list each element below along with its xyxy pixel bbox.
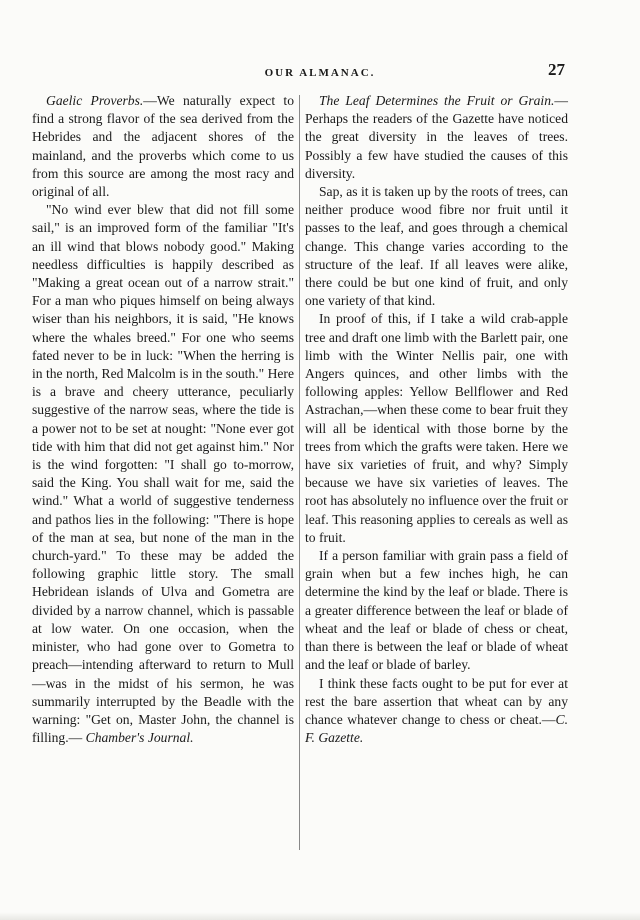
gaelic-proverbs-body (32, 201, 294, 747)
paragraph-sap: Sap, as it is taken up by the roots of trees, can neither produce wood fibre nor fruit until it passes to the leaf, and goes through a chemical change. This change varies according to the structure of the leaf. If all leaves were alike, there could be but one kind of fruit, and only one variety of that kind. (305, 184, 568, 309)
source-credit: Chamber's Journal. (85, 730, 194, 746)
running-title: OUR ALMANAC. (264, 67, 376, 79)
intro-text: —Perhaps the readers of the Gazette have noticed the great diversity in the leaves of trees. Possibly a few have studied the causes of this diversity. (305, 93, 568, 181)
page-number: 27 (548, 60, 565, 79)
paragraph-conclusion (305, 675, 568, 748)
source-credit: C. F. Gazette. (305, 711, 568, 746)
conclusion-text: I think these facts ought to be put for ever at rest the bare assertion that wheat can by any chance whatever change to chess or cheat.— (305, 675, 568, 727)
body-text: "No wind ever blew that did not fill some sail," is an improved form of the familiar "It's an ill wind that blows nobody good." Making needless difficulties is happily described as "Making a great ocean out of a narrow strait." For a man who piques himself on being always wiser than his neighbors, it is said, "He knows where the whales breed." For one who seems fated never to be in luck: "When the herring is in the north, Red Malcolm is in the south." Here is a brave and cheery utterance, peculiarly suggestive of the narrow seas, where the tide is a power not to be set at nought: "None ever got tide with him that did not get against him." Nor is the wind forgotten: "I shall go to-morrow, said the King. You shall wait for me, said the wind." What a world of suggestive tenderness and pathos lies in the following: "There is hope of the man at sea, but none of the man in the church-yard." To these may be added the following graphic little story. The small Hebridean islands of Ulva and Gometra are divided by a narrow channel, which is passable at low water. On one occasion, when the minister, who had gone over to Gometra to preach—intending afterward to return to Mull—was in the midst of his sermon, he was summarily interrupted by the Beadle with the warning: "Get on, Master John, the channel is filling.— (32, 202, 294, 746)
left-column (32, 92, 294, 747)
paragraph-grain: If a person familiar with grain pass a field of grain when but a few inches high, he can determine the kind by the leaf or blade. There is a greater difference between the leaf or blade of wheat and the leaf or blade of chess or cheat, than there is between the leaf or blade of wheat and the leaf or blade of barley. (305, 548, 568, 673)
column-divider (299, 95, 300, 850)
section-title-gaelic-proverbs: Gaelic Proverbs. (46, 93, 144, 108)
paragraph-proof: In proof of this, if I take a wild crab-apple tree and draft one limb with the Barlett pair, one limb with the Winter Nellis pair, one with Angers quinces, and other limbs with the following apples: Yellow Bellflower and Red Astrachan,—when these come to bear fruit they will all be identical with those borne by the trees from which the grafts were taken. Here we have six varieties of fruit, and why? Simply because we have six varieties of leaves. The root has absolutely no influence over the fruit or leaf. This reasoning applies to cereals as well as to fruit. (305, 311, 568, 545)
page-bottom-edge (0, 912, 640, 920)
right-column (305, 92, 568, 747)
leaf-article-intro (305, 92, 568, 183)
section-title-leaf: The Leaf Determines the Fruit or Grain. (319, 93, 555, 108)
gaelic-proverbs-intro (32, 92, 294, 201)
intro-text: —We naturally expect to find a strong flavor of the sea derived from the Hebrides and the adjacent shores of the mainland, and the proverbs which come to us from this source are among the most racy and original of all. (32, 93, 294, 200)
